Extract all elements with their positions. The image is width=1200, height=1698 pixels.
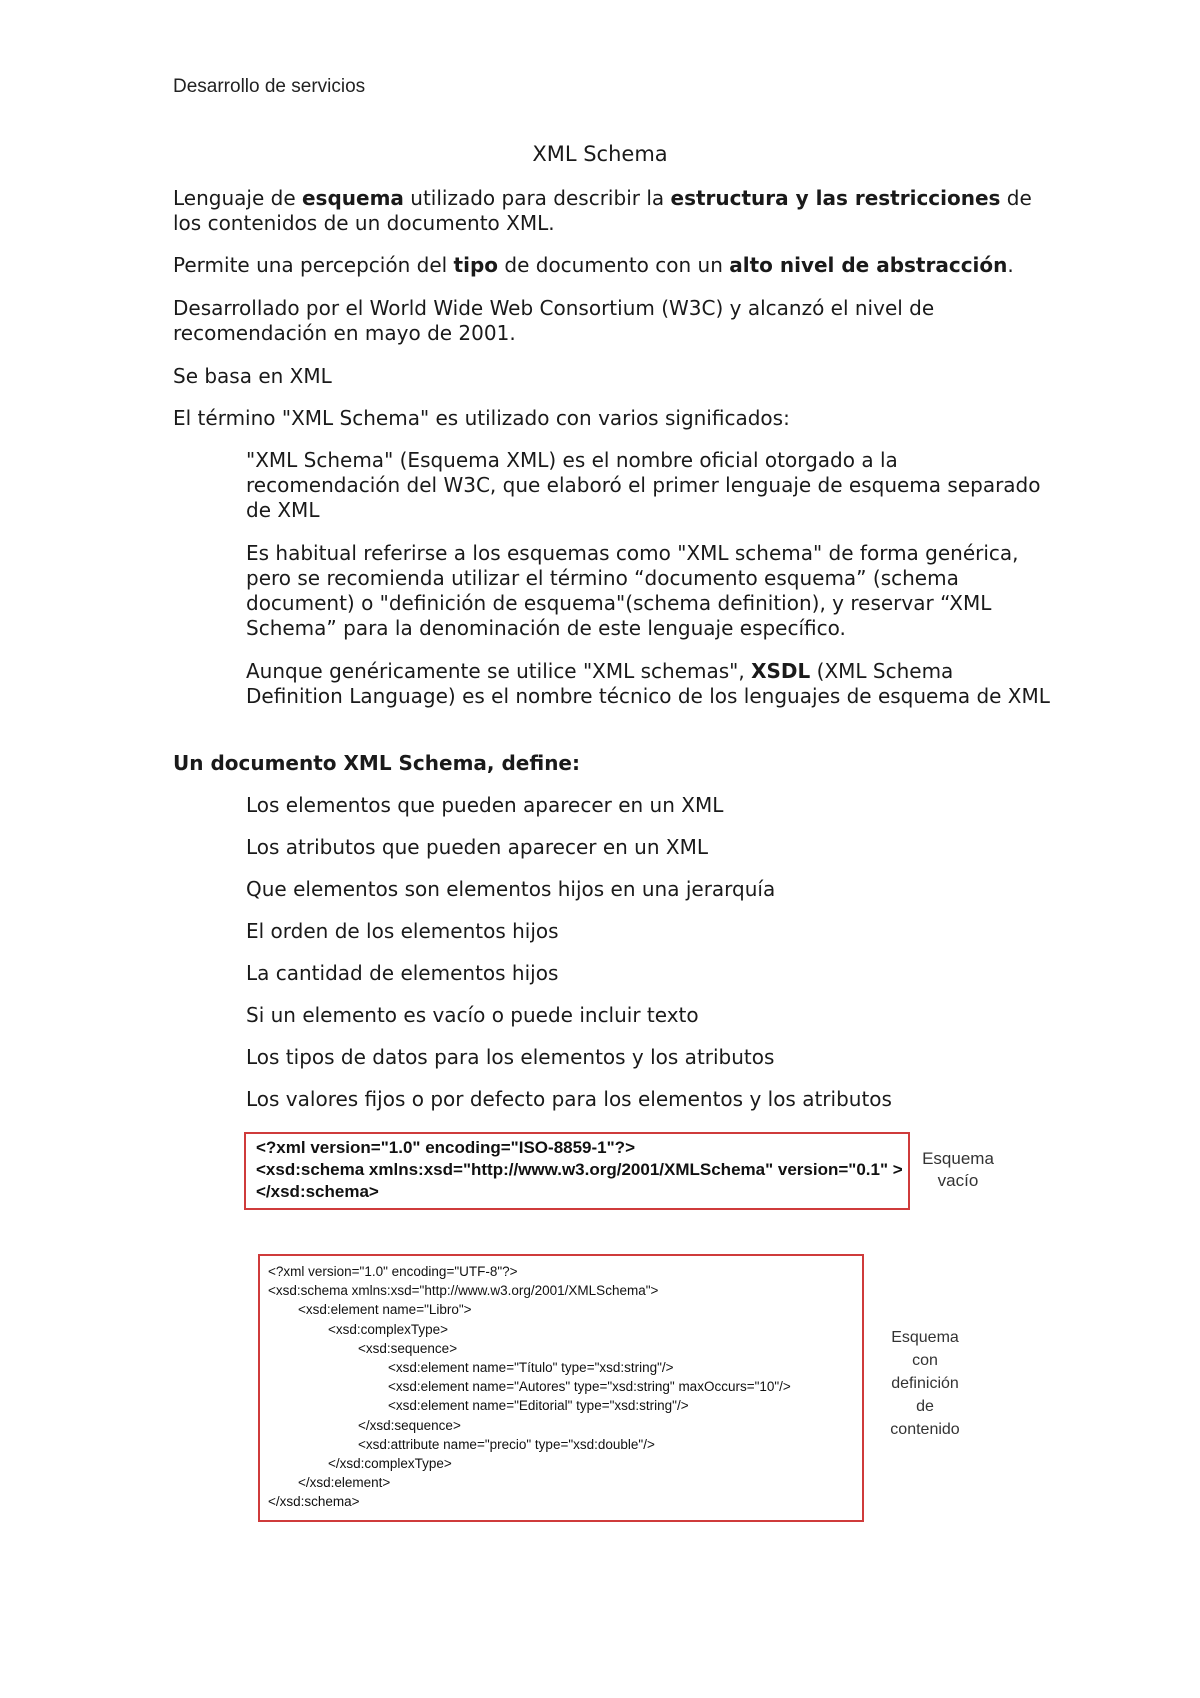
- define-item: El orden de los elementos hijos: [246, 919, 559, 943]
- caption-line: Esquema: [891, 1329, 959, 1346]
- define-item: Que elementos son elementos hijos en una jerarquía: [246, 877, 776, 901]
- code-line: <xsd:element name="Libro">: [298, 1302, 472, 1318]
- code-line: <xsd:element name="Editorial" type="xsd:string"/>: [388, 1398, 689, 1414]
- define-item: Los atributos que pueden aparecer en un XML: [246, 835, 708, 859]
- code-line: </xsd:sequence>: [358, 1417, 461, 1433]
- caption-line: de: [916, 1398, 934, 1415]
- caption-line: definición: [891, 1375, 959, 1392]
- paragraph-generic-usage: Es habitual referirse a los esquemas como "XML schema" de forma genérica, pero se recomienda utilizar el término “documento esquema” (schema document) o "definición de esquema"(schema definition), y reservar “XML Schema” para la denominación de este lenguaje específico.: [246, 541, 1019, 640]
- code-line: <xsd:attribute name="precio" type="xsd:double"/>: [358, 1436, 655, 1452]
- code-line: <xsd:schema xmlns:xsd="http://www.w3.org/2001/XMLSchema">: [268, 1283, 659, 1299]
- paragraph-perception: Permite una percepción del tipo de documento con un alto nivel de abstracción.: [173, 253, 1014, 277]
- code-line: </xsd:complexType>: [328, 1456, 452, 1472]
- define-item: Los valores fijos o por defecto para los elementos y los atributos: [246, 1087, 892, 1111]
- code-line: </xsd:element>: [298, 1475, 391, 1491]
- caption-line: contenido: [890, 1421, 960, 1438]
- paragraph-definition: Lenguaje de esquema utilizado para describir la estructura y las restricciones de los contenidos de un documento XML.: [173, 186, 1032, 235]
- code-line: <?xml version="1.0" encoding="UTF-8"?>: [268, 1264, 518, 1279]
- code-line: </xsd:schema>: [268, 1494, 360, 1510]
- caption-line: con: [912, 1352, 938, 1369]
- content-schema-caption: [870, 1326, 980, 1441]
- page-header: Desarrollo de servicios: [173, 76, 366, 97]
- caption-line: Esquema: [922, 1149, 994, 1168]
- define-item: La cantidad de elementos hijos: [246, 961, 559, 985]
- code-line: <xsd:schema xmlns:xsd="http://www.w3.org/2001/XMLSchema" version="0.1" >: [256, 1160, 903, 1179]
- code-line: <xsd:element name="Autores" type="xsd:string" maxOccurs="10"/>: [388, 1379, 791, 1395]
- paragraph-official-name: "XML Schema" (Esquema XML) es el nombre oficial otorgado a la recomendación del W3C, que elaboró el primer lenguaje de esquema separado de XML: [246, 448, 1041, 522]
- paragraph-meanings-intro: El término "XML Schema" es utilizado con varios significados:: [173, 406, 790, 430]
- define-heading: Un documento XML Schema, define:: [173, 751, 580, 775]
- define-item: Si un elemento es vacío o puede incluir texto: [246, 1003, 699, 1027]
- paragraph-xsdl: Aunque genéricamente se utilice "XML schemas", XSDL (XML Schema Definition Language) es el nombre técnico de los lenguajes de esquema de XML: [246, 659, 1050, 708]
- code-line: <xsd:sequence>: [358, 1340, 458, 1356]
- code-line: <xsd:element name="Título" type="xsd:string"/>: [388, 1360, 674, 1376]
- paragraph-based-on-xml: Se basa en XML: [173, 364, 332, 388]
- paragraph-w3c: Desarrollado por el World Wide Web Consortium (W3C) y alcanzó el nivel de recomendación en mayo de 2001.: [173, 296, 935, 345]
- empty-schema-code-figure: [244, 1132, 910, 1210]
- content-schema-code-figure: [258, 1254, 864, 1522]
- empty-schema-caption: [908, 1148, 1008, 1192]
- code-line: <?xml version="1.0" encoding="ISO-8859-1"?>: [256, 1138, 635, 1157]
- caption-line: vacío: [937, 1171, 979, 1190]
- code-line: <xsd:complexType>: [328, 1321, 449, 1337]
- code-line: </xsd:schema>: [256, 1182, 379, 1201]
- document-title: XML Schema: [532, 142, 668, 166]
- define-item: Los elementos que pueden aparecer en un XML: [246, 793, 724, 817]
- define-item: Los tipos de datos para los elementos y los atributos: [246, 1045, 775, 1069]
